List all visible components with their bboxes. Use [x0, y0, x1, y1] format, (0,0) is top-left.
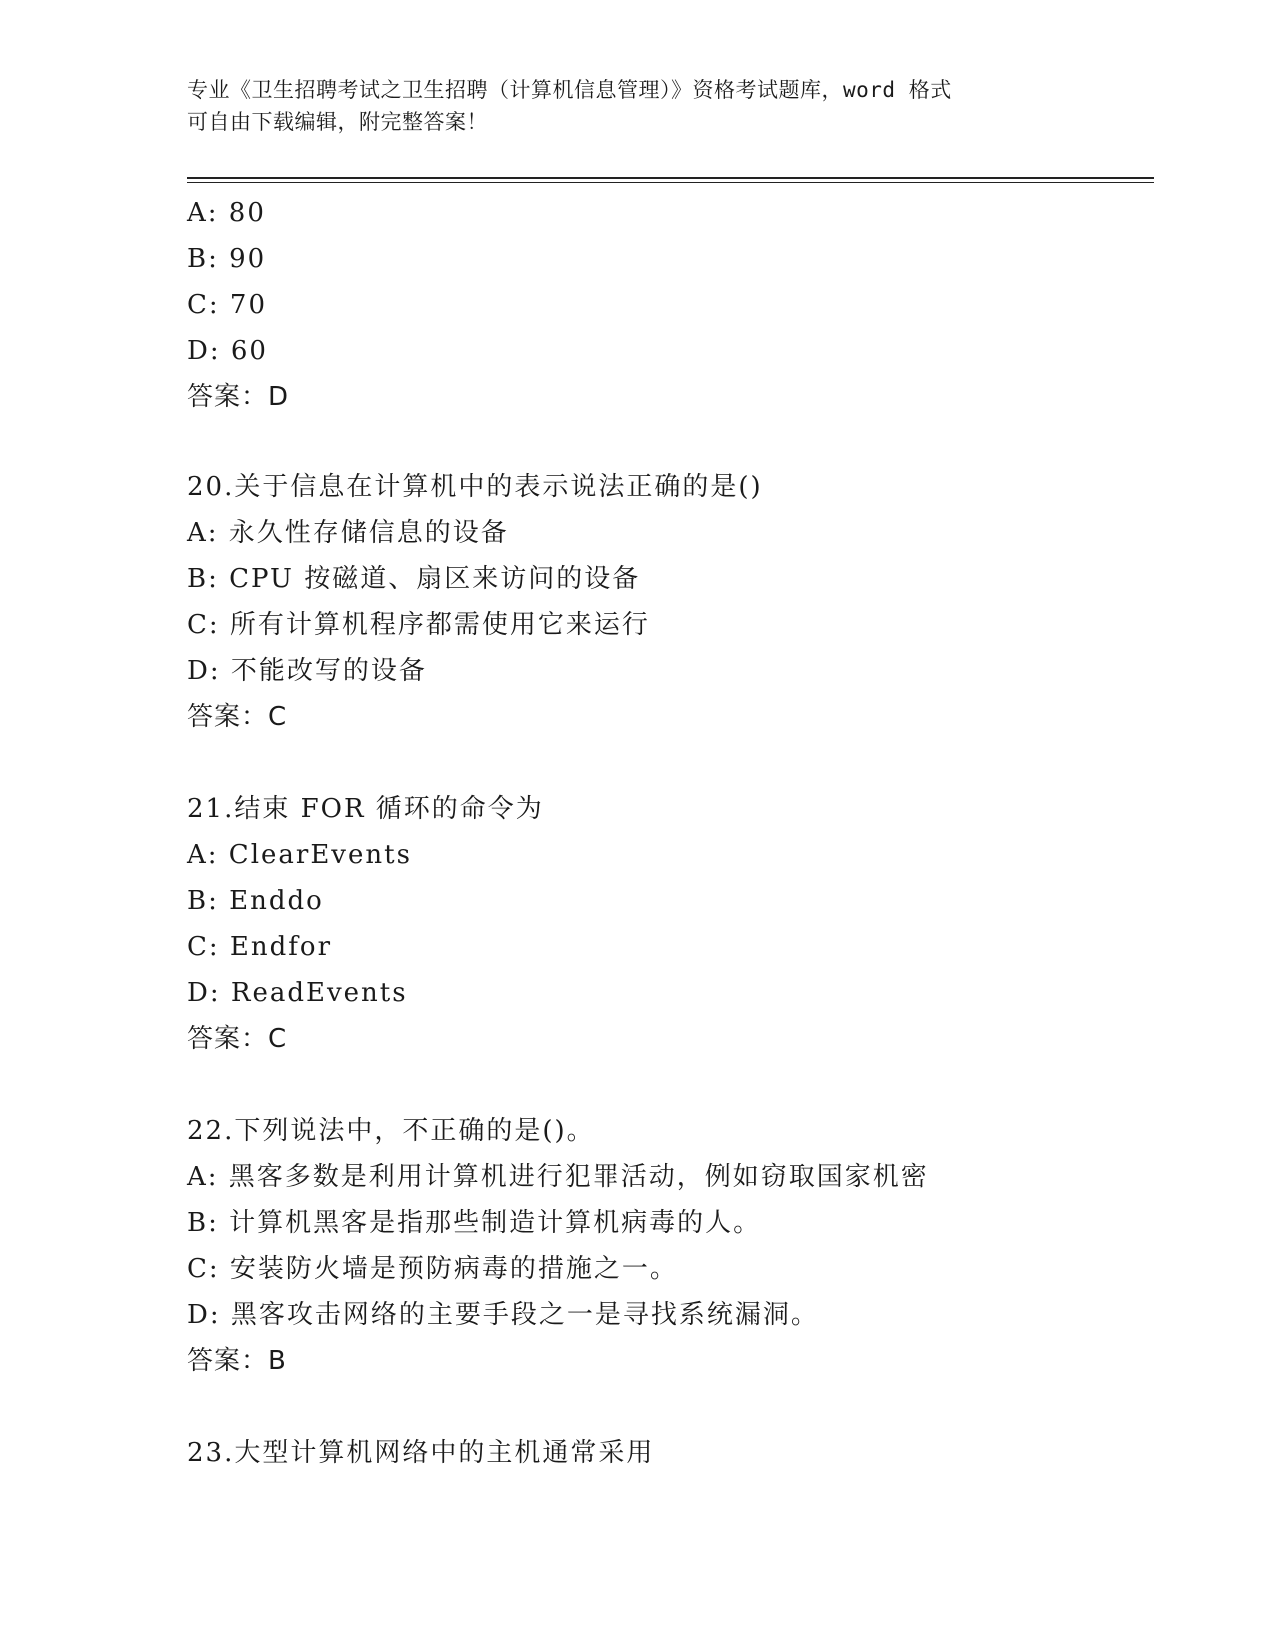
- question-text: 22.下列说法中，不正确的是()。: [187, 1116, 595, 1146]
- question-text: 21.结束 FOR 循环的命令为: [187, 794, 544, 824]
- header-subtitle-line: 可自由下载编辑，附完整答案！: [187, 110, 488, 134]
- header-rule-thin: [187, 182, 1154, 183]
- answer-label: 答案：C: [187, 1024, 288, 1054]
- option-b: B: Enddo: [187, 886, 324, 916]
- option-a: A: 80: [187, 198, 266, 228]
- option-c: C: 安装防火墙是预防病毒的措施之一。: [187, 1254, 678, 1284]
- header-title-line: 专业《卫生招聘考试之卫生招聘（计算机信息管理）》资格考试题库，word 格式: [187, 78, 952, 102]
- document-header: [187, 74, 1087, 138]
- answer-label: 答案：B: [187, 1346, 287, 1376]
- option-c: C: Endfor: [187, 932, 332, 962]
- option-c: C: 所有计算机程序都需使用它来运行: [187, 610, 650, 640]
- option-a: A: 永久性存储信息的设备: [187, 518, 509, 548]
- option-d: D: 60: [187, 336, 268, 366]
- option-b: B: 90: [187, 244, 267, 274]
- question-list: [187, 190, 1187, 1476]
- option-b: B: 计算机黑客是指那些制造计算机病毒的人。: [187, 1208, 762, 1238]
- spacer: [187, 1384, 1187, 1430]
- option-a: A: ClearEvents: [187, 840, 412, 870]
- option-b: B: CPU 按磁道、扇区来访问的设备: [187, 564, 641, 594]
- header-rule-thick: [187, 177, 1154, 179]
- option-c: C: 70: [187, 290, 268, 320]
- answer-label: 答案：C: [187, 702, 288, 732]
- option-a: A: 黑客多数是利用计算机进行犯罪活动，例如窃取国家机密: [187, 1162, 929, 1192]
- question-text: 23.大型计算机网络中的主机通常采用: [187, 1438, 655, 1468]
- option-d: D: 黑客攻击网络的主要手段之一是寻找系统漏洞。: [187, 1300, 819, 1330]
- question-23-block: [187, 1430, 1187, 1476]
- question-21-block: [187, 786, 1187, 1062]
- spacer: [187, 420, 1187, 464]
- question-19-block: [187, 190, 1187, 420]
- option-d: D: 不能改写的设备: [187, 656, 427, 686]
- question-text: 20.关于信息在计算机中的表示说法正确的是(): [187, 472, 763, 502]
- spacer: [187, 740, 1187, 786]
- spacer: [187, 1062, 1187, 1108]
- question-20-block: [187, 464, 1187, 740]
- option-d: D: ReadEvents: [187, 978, 408, 1008]
- question-22-block: [187, 1108, 1187, 1384]
- answer-label: 答案：D: [187, 382, 290, 412]
